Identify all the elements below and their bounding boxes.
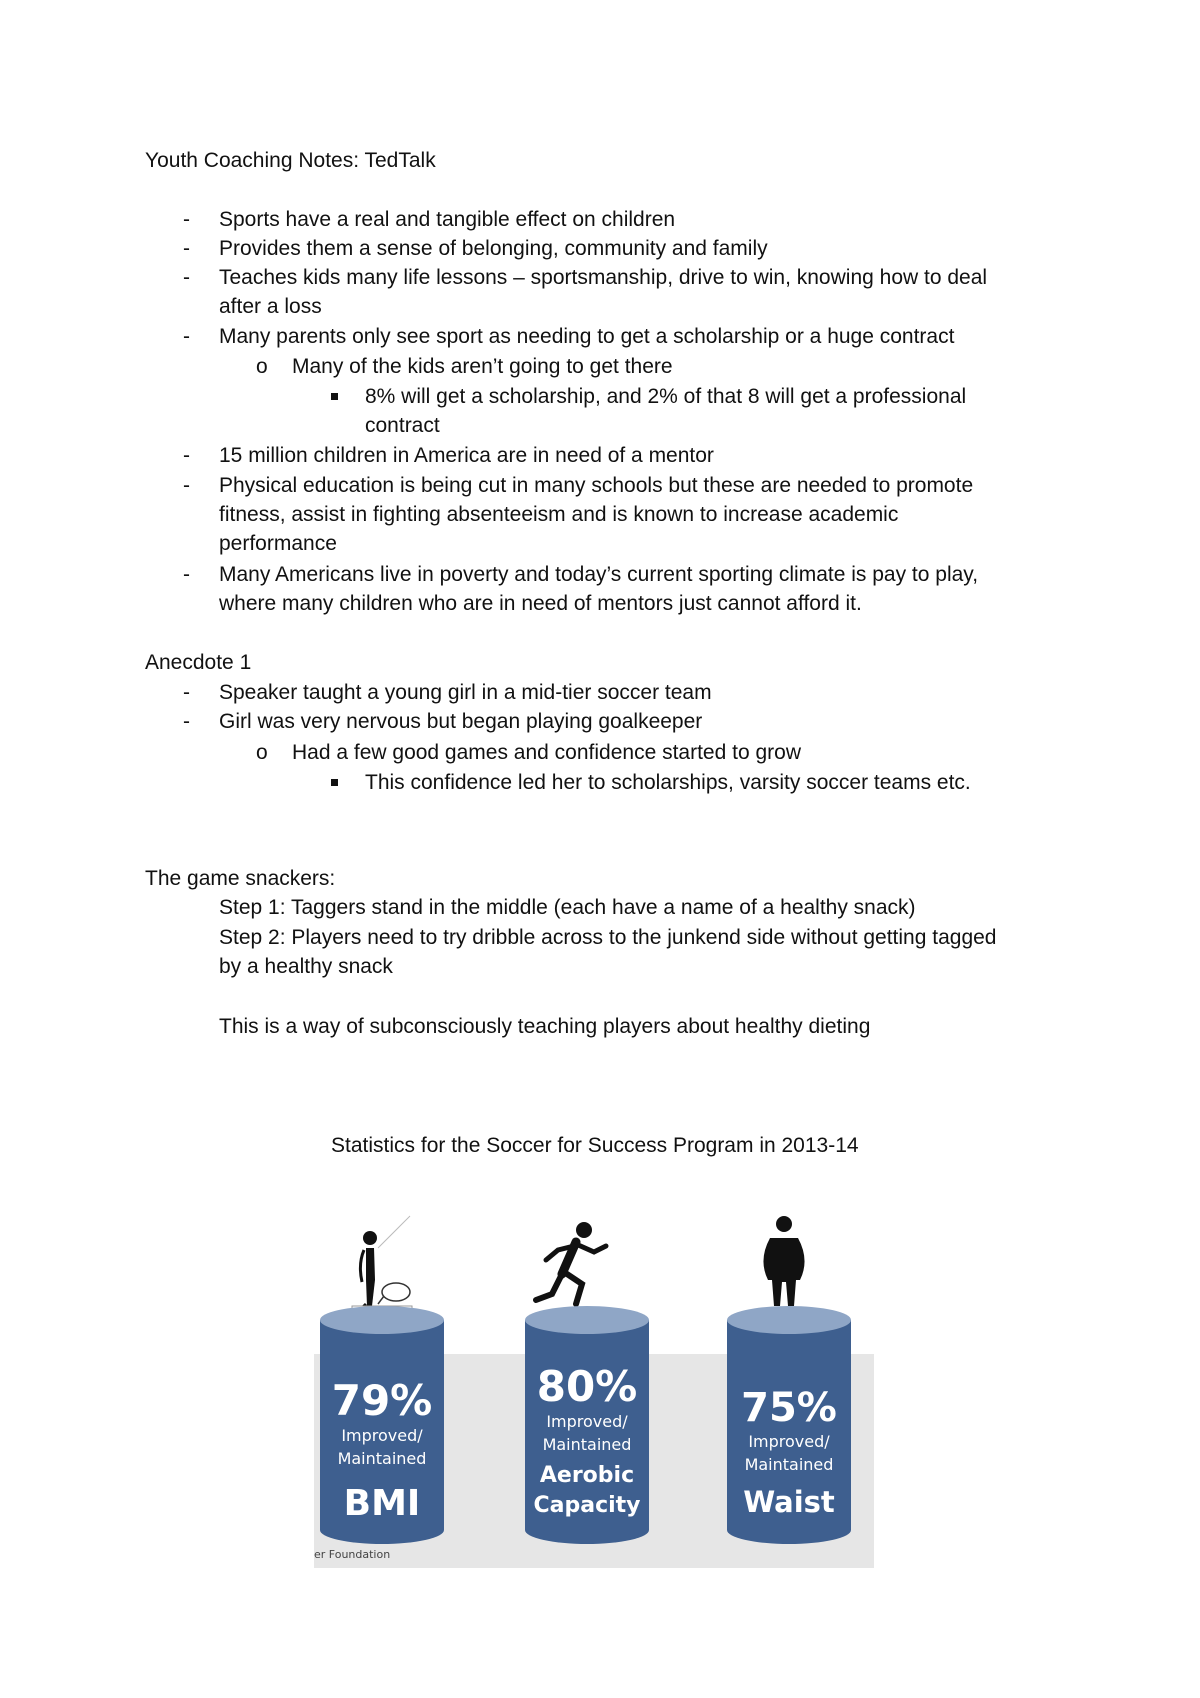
waist-metric: Waist <box>743 1485 835 1519</box>
bmi-metric: BMI <box>343 1483 421 1524</box>
person-on-scale-icon <box>352 1216 412 1313</box>
bmi-label-line2: Maintained <box>337 1449 427 1468</box>
square-bullet-icon <box>331 779 338 786</box>
dash-marker: - <box>183 444 190 467</box>
bmi-cylinder <box>314 1306 444 1561</box>
step-text: Step 2: Players need to try dribble across to the junkend side without getting tagged <box>219 926 997 949</box>
dash-marker: - <box>183 208 190 231</box>
list-item: Girl was very nervous but began playing goalkeeper <box>219 710 703 733</box>
dash-marker: - <box>183 474 190 497</box>
dash-marker: - <box>183 266 190 289</box>
list-item: 15 million children in America are in need of a mentor <box>219 444 714 467</box>
list-item-continuation: fitness, assist in fighting absenteeism and is known to increase academic <box>219 503 899 526</box>
infographic-title: Statistics for the Soccer for Success Program in 2013-14 <box>331 1134 859 1157</box>
aerobic-label-line1: Improved/ <box>546 1412 628 1431</box>
section-heading: Anecdote 1 <box>145 651 252 674</box>
list-item-continuation: contract <box>365 414 440 437</box>
circle-marker: o <box>256 355 268 378</box>
circle-marker: o <box>256 741 268 764</box>
document-title: Youth Coaching Notes: TedTalk <box>145 149 436 172</box>
square-bullet-icon <box>331 393 338 400</box>
list-item: Teaches kids many life lessons – sportsmanship, drive to win, knowing how to deal <box>219 266 988 289</box>
aerobic-metric-line2: Capacity <box>533 1493 641 1518</box>
dash-marker: - <box>183 325 190 348</box>
bmi-percent: 79% <box>331 1376 433 1425</box>
section-heading: The game snackers: <box>145 867 336 890</box>
waist-percent: 75% <box>741 1385 837 1431</box>
aerobic-percent: 80% <box>536 1362 638 1411</box>
list-item-level3: 8% will get a scholarship, and 2% of that 8 will get a professional <box>365 385 967 408</box>
list-item: Many parents only see sport as needing to get a scholarship or a huge contract <box>219 325 955 348</box>
waist-label-line2: Maintained <box>744 1455 834 1474</box>
list-item-continuation: performance <box>219 532 337 555</box>
list-item-continuation: where many children who are in need of mentors just cannot afford it. <box>219 592 862 615</box>
dash-marker: - <box>183 237 190 260</box>
person-waist-icon <box>763 1216 804 1306</box>
dash-marker: - <box>183 681 190 704</box>
step-text-continuation: by a healthy snack <box>219 955 393 978</box>
dash-marker: - <box>183 710 190 733</box>
source-fragment: er Foundation <box>314 1548 391 1561</box>
aerobic-metric-line1: Aerobic <box>539 1463 635 1488</box>
list-item-continuation: after a loss <box>219 295 322 318</box>
list-item-level2: Many of the kids aren’t going to get there <box>292 355 673 378</box>
list-item: Provides them a sense of belonging, community and family <box>219 237 768 260</box>
aerobic-label-line2: Maintained <box>542 1435 632 1454</box>
list-item: Physical education is being cut in many schools but these are needed to promote <box>219 474 974 497</box>
step-text: Step 1: Taggers stand in the middle (each have a name of a healthy snack) <box>219 896 916 919</box>
list-item-level3: This confidence led her to scholarships, varsity soccer teams etc. <box>365 771 971 794</box>
bmi-label-line1: Improved/ <box>341 1426 423 1445</box>
waist-cylinder <box>727 1306 851 1544</box>
dash-marker: - <box>183 563 190 586</box>
list-item-level2: Had a few good games and confidence started to grow <box>292 741 801 764</box>
list-item: Sports have a real and tangible effect on children <box>219 208 676 231</box>
running-person-icon <box>536 1222 606 1304</box>
list-item: Many Americans live in poverty and today’s current sporting climate is pay to play, <box>219 563 979 586</box>
stats-infographic <box>314 1208 874 1568</box>
waist-label-line1: Improved/ <box>748 1432 830 1451</box>
game-note: This is a way of subconsciously teaching players about healthy dieting <box>219 1015 871 1038</box>
aerobic-cylinder <box>525 1306 649 1544</box>
list-item: Speaker taught a young girl in a mid-tier soccer team <box>219 681 712 704</box>
